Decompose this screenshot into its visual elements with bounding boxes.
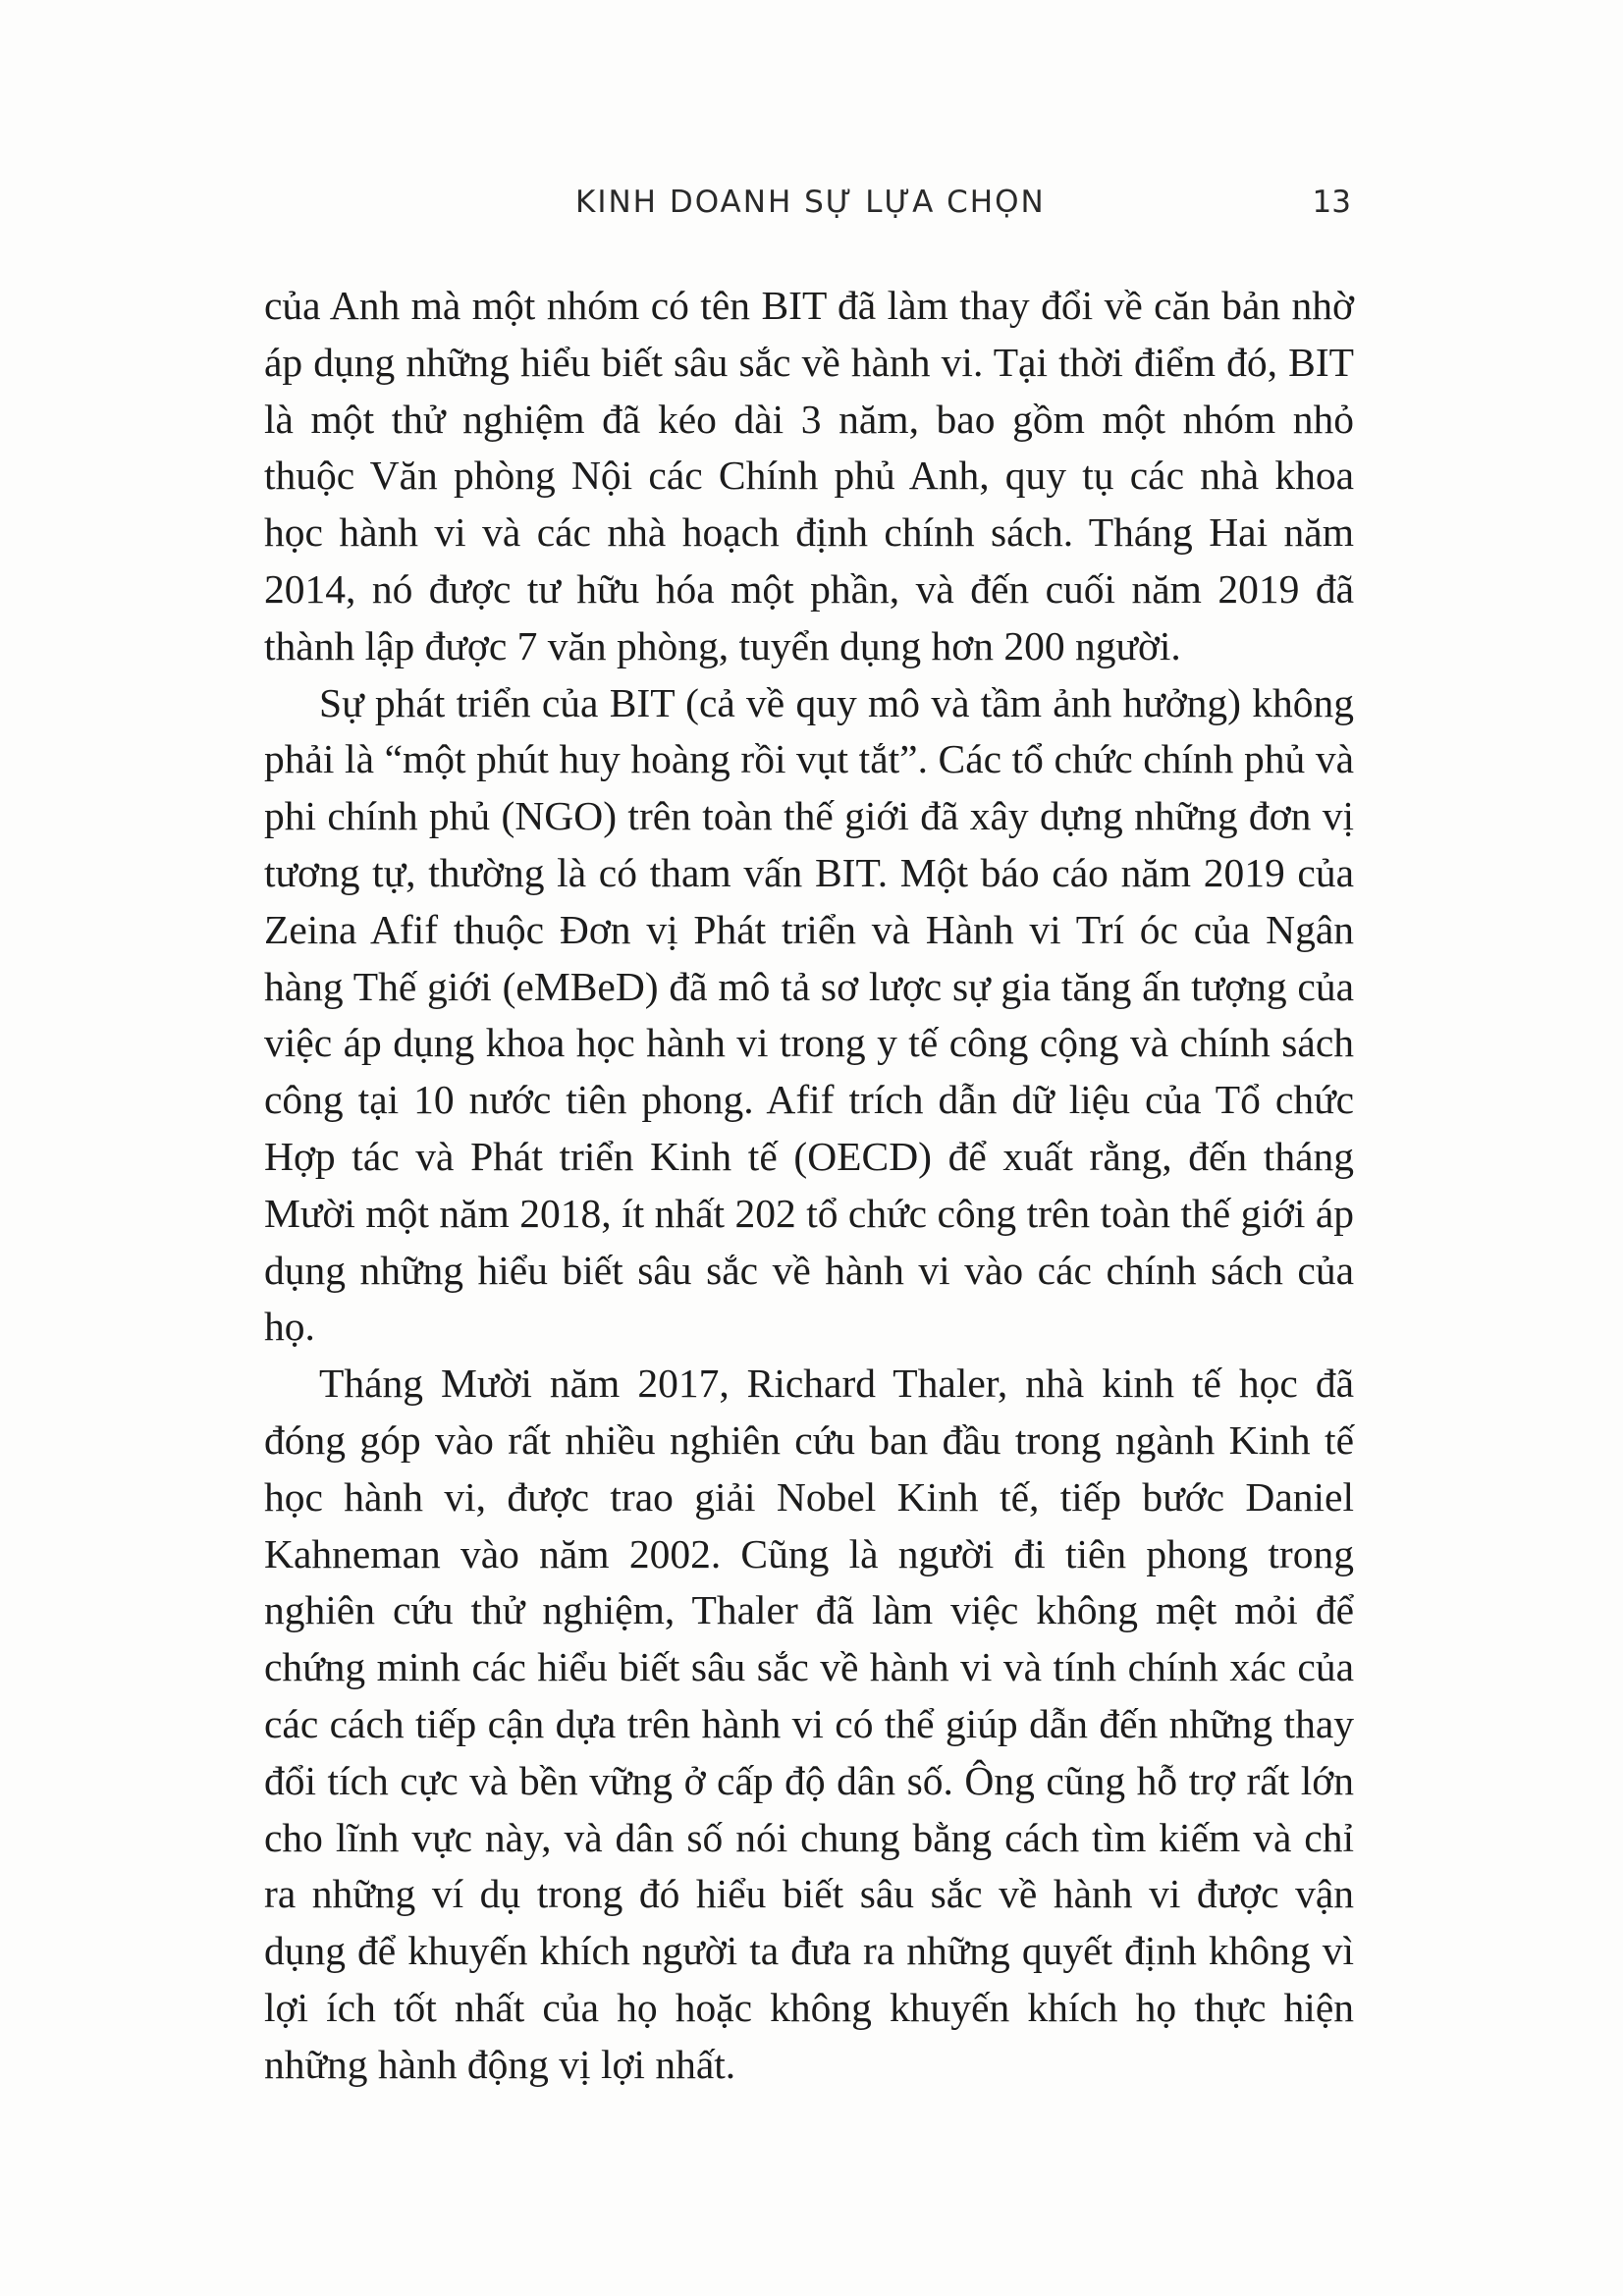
body-text <box>264 278 1354 2094</box>
paragraph-continued: của Anh mà một nhóm có tên BIT đã làm thay đổi về căn bản nhờ áp dụng những hiểu biết sâu sắc về hành vi. Tại thời điểm đó, BIT là một thử nghiệm đã kéo dài 3 năm, bao gồm một nhóm nhỏ thuộc Văn phòng Nội các Chính phủ Anh, quy tụ các nhà khoa học hành vi và các nhà hoạch định chính sách. Tháng Hai năm 2014, nó được tư hữu hóa một phần, và đến cuối năm 2019 đã thành lập được 7 văn phòng, tuyển dụng hơn 200 người. <box>264 283 1354 668</box>
page-number: 13 <box>1312 185 1351 220</box>
running-header <box>0 185 1623 234</box>
running-title: KINH DOANH SỰ LỰA CHỌN <box>575 185 1046 220</box>
paragraph-bit-growth: Sự phát triển của BIT (cả về quy mô và tầm ảnh hưởng) không phải là “một phút huy hoàng rồi vụt tắt”. Các tổ chức chính phủ và phi chính phủ (NGO) trên toàn thế giới đã xây dựng những đơn vị tương tự, thường là có tham vấn BIT. Một báo cáo năm 2019 của Zeina Afif thuộc Đơn vị Phát triển và Hành vi Trí óc của Ngân hàng Thế giới (eMBeD) đã mô tả sơ lược sự gia tăng ấn tượng của việc áp dụng khoa học hành vi trong y tế công cộng và chính sách công tại 10 nước tiên phong. Afif trích dẫn dữ liệu của Tổ chức Hợp tác và Phát triển Kinh tế (OECD) để xuất rằng, đến tháng Mười một năm 2018, ít nhất 202 tổ chức công trên toàn thế giới áp dụng những hiểu biết sâu sắc về hành vi vào các chính sách của họ. <box>264 679 1354 1350</box>
paragraph-thaler-nobel: Tháng Mười năm 2017, Richard Thaler, nhà kinh tế học đã đóng góp vào rất nhiều nghiên cứu ban đầu trong ngành Kinh tế học hành vi, được trao giải Nobel Kinh tế, tiếp bước Daniel Kahneman vào năm 2002. Cũng là người đi tiên phong trong nghiên cứu thử nghiệm, Thaler đã làm việc không mệt mỏi để chứng minh các hiểu biết sâu sắc về hành vi và tính chính xác của các cách tiếp cận dựa trên hành vi có thể giúp dẫn đến những thay đổi tích cực và bền vững ở cấp độ dân số. Ông cũng hỗ trợ rất lớn cho lĩnh vực này, và dân số nói chung bằng cách tìm kiếm và chỉ ra những ví dụ trong đó hiểu biết sâu sắc về hành vi được vận dụng để khuyến khích người ta đưa ra những quyết định không vì lợi ích tốt nhất của họ hoặc không khuyến khích họ thực hiện những hành động vị lợi nhất. <box>264 1361 1354 2087</box>
